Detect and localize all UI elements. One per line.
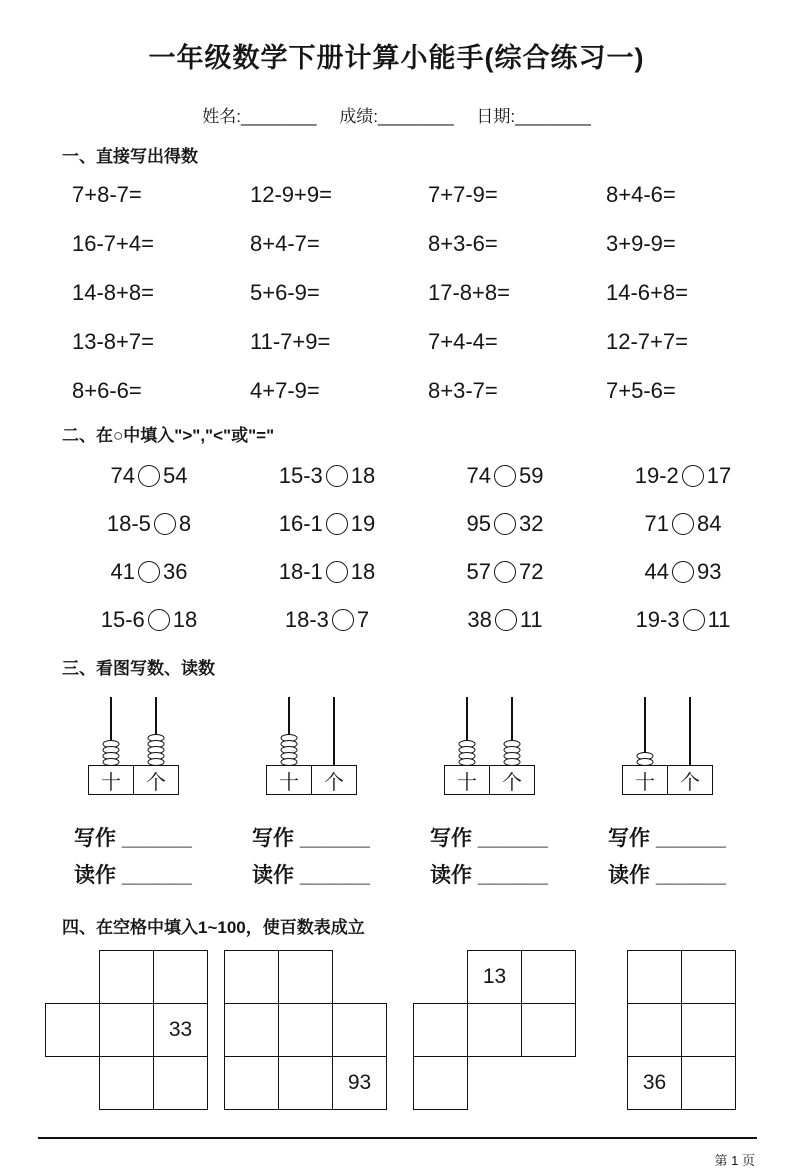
comparison-left: 18-3	[284, 607, 329, 632]
comparison-right: 36	[163, 559, 188, 584]
grid-cell-value: 33	[153, 1003, 208, 1057]
write-line	[430, 822, 594, 852]
name-label: 姓名:	[202, 107, 241, 126]
date-label: 日期:	[476, 107, 516, 126]
comparison-left: 38	[467, 607, 492, 632]
place-value-box	[622, 765, 713, 795]
grid-cell	[278, 1003, 333, 1057]
comparison-right: 54	[163, 463, 188, 488]
comparison-left: 18-1	[278, 559, 323, 584]
answer-circle-icon	[154, 513, 176, 535]
ones-label: 个	[502, 771, 522, 794]
comparison-item	[60, 500, 238, 548]
calc-problem: 8+4-7=	[250, 230, 320, 256]
comparison-left: 74	[110, 463, 135, 488]
grid-cell	[99, 950, 154, 1004]
footer-divider	[38, 1137, 757, 1139]
comparison-right: 93	[697, 559, 722, 584]
calc-problem: 8+4-6=	[606, 181, 676, 207]
grid-gap	[467, 1056, 522, 1110]
grid-cell	[153, 1056, 208, 1110]
ones-label: 个	[680, 771, 700, 794]
grid-row	[45, 1003, 207, 1057]
calc-problem: 3+9-9=	[606, 230, 676, 256]
calc-problem: 13-8+7=	[72, 328, 154, 354]
abacus-beads-tens	[637, 752, 654, 766]
comparison-item	[416, 500, 594, 548]
grid-cell	[224, 1056, 279, 1110]
name-blank: ________	[240, 107, 317, 126]
abacus-rod-ones-icon	[333, 697, 335, 766]
read-blank: ______	[655, 864, 726, 887]
grid-row	[413, 1056, 575, 1110]
grid-cell	[413, 1056, 468, 1110]
calc-problem: 12-9+9=	[250, 181, 332, 207]
answer-circle-icon	[672, 561, 694, 583]
calc-problem: 8+3-6=	[428, 230, 498, 256]
comparison-item	[594, 596, 772, 644]
comparison-left: 19-2	[634, 463, 679, 488]
section2-heading: 二、在○中填入">","<"或"="	[62, 426, 275, 445]
grid-cell	[332, 1003, 387, 1057]
read-blank: ______	[299, 864, 370, 887]
comparison-right: 11	[519, 607, 543, 632]
comparison-left: 57	[466, 559, 491, 584]
answer-circle-icon	[138, 561, 160, 583]
tens-label: 十	[267, 766, 312, 794]
answer-circle-icon	[682, 465, 704, 487]
read-label: 读作	[74, 864, 116, 887]
write-label: 写作	[608, 827, 650, 850]
answer-circle-icon	[138, 465, 160, 487]
comparison-item	[60, 596, 238, 644]
place-value-box	[266, 765, 357, 795]
section1-problems	[60, 170, 793, 415]
comparison-item	[416, 548, 594, 596]
grid-cell	[681, 1003, 736, 1057]
comparison-left: 71	[644, 511, 669, 536]
grid-cell	[45, 1003, 100, 1057]
answer-circle-icon	[672, 513, 694, 535]
read-line	[252, 859, 416, 889]
answer-circle-icon	[683, 609, 705, 631]
comparison-right: 32	[519, 511, 544, 536]
read-label: 读作	[252, 864, 294, 887]
write-blank: ______	[299, 827, 370, 850]
comparison-right: 18	[172, 607, 198, 632]
calc-problem: 7+4-4=	[428, 328, 498, 354]
abacus-beads-tens	[459, 740, 476, 766]
write-label: 写作	[74, 827, 116, 850]
abacus-figure	[88, 695, 179, 795]
write-line	[608, 822, 772, 852]
grid-cell	[627, 950, 682, 1004]
read-line	[430, 859, 594, 889]
write-line	[74, 822, 238, 852]
comparison-right: 17	[706, 463, 732, 488]
calc-problem: 7+5-6=	[606, 377, 676, 403]
section1-heading: 一、直接写出得数	[62, 147, 198, 166]
comparison-item	[594, 548, 772, 596]
comparison-right: 18	[350, 559, 376, 584]
calc-problem: 17-8+8=	[428, 279, 510, 305]
abacus-unit-2	[238, 695, 416, 889]
comparison-right: 11	[707, 607, 731, 632]
score-label: 成绩:	[339, 107, 379, 126]
comparison-right: 8	[178, 511, 192, 536]
calc-problem: 4+7-9=	[250, 377, 320, 403]
abacus-beads-ones	[504, 740, 521, 766]
grid-cell	[681, 1056, 736, 1110]
number-grid-1	[45, 950, 207, 1110]
section2-problems	[60, 452, 793, 644]
read-label: 读作	[430, 864, 472, 887]
comparison-item	[416, 452, 594, 500]
comparison-right: 72	[519, 559, 544, 584]
grid-row	[45, 950, 207, 1004]
abacus-figure	[622, 695, 713, 795]
grid-gap	[45, 1056, 100, 1110]
grid-cell	[224, 950, 279, 1004]
comparison-left: 16-1	[278, 511, 323, 536]
answer-circle-icon	[495, 609, 517, 631]
abacus-unit-3	[416, 695, 594, 889]
grid-cell	[627, 1003, 682, 1057]
calc-problem: 8+3-7=	[428, 377, 498, 403]
grid-gap	[521, 1056, 576, 1110]
grid-row	[413, 950, 575, 1004]
write-label: 写作	[430, 827, 472, 850]
grid-row	[224, 1003, 386, 1057]
calc-problem: 5+6-9=	[250, 279, 320, 305]
hundred-chart-puzzles	[45, 950, 793, 1110]
answer-circle-icon	[332, 609, 354, 631]
ones-label: 个	[146, 771, 166, 794]
abacus-beads-tens	[103, 740, 120, 766]
write-label: 写作	[252, 827, 294, 850]
grid-row	[413, 1003, 575, 1057]
abacus-row	[60, 695, 793, 889]
answer-circle-icon	[326, 561, 348, 583]
comparison-right: 84	[697, 511, 722, 536]
section4-heading: 四、在空格中填入1~100，使百数表成立	[62, 918, 365, 937]
date-group	[476, 107, 590, 126]
section3-heading: 三、看图写数、读数	[62, 659, 215, 678]
comparison-right: 19	[350, 511, 376, 536]
comparison-left: 19-3	[635, 607, 680, 632]
write-line	[252, 822, 416, 852]
write-blank: ______	[121, 827, 192, 850]
grid-cell	[521, 950, 576, 1004]
comparison-right: 59	[519, 463, 544, 488]
grid-gap	[332, 950, 387, 1004]
comparison-left: 41	[110, 559, 135, 584]
tens-label: 十	[445, 766, 490, 794]
answer-circle-icon	[494, 465, 516, 487]
grid-cell	[99, 1003, 154, 1057]
abacus-beads-ones	[148, 734, 165, 766]
abacus-unit-1	[60, 695, 238, 889]
abacus-figure	[444, 695, 535, 795]
comparison-left: 95	[466, 511, 491, 536]
comparison-right: 18	[350, 463, 376, 488]
grid-cell	[99, 1056, 154, 1110]
grid-row	[224, 1056, 386, 1110]
grid-cell	[521, 1003, 576, 1057]
grid-cell-value: 36	[627, 1056, 682, 1110]
comparison-item	[416, 596, 594, 644]
grid-cell	[413, 1003, 468, 1057]
score-group	[339, 107, 453, 126]
grid-gap	[45, 950, 100, 1004]
place-value-box	[444, 765, 535, 795]
page-number: 第 1 页	[714, 1153, 755, 1168]
tens-label: 十	[623, 766, 668, 794]
grid-row	[627, 1056, 735, 1110]
abacus-rod-ones-icon	[689, 697, 691, 766]
grid-cell-value: 13	[467, 950, 522, 1004]
answer-circle-icon	[148, 609, 170, 631]
number-grid-4	[627, 950, 735, 1110]
comparison-left: 15-6	[100, 607, 145, 632]
calc-problem: 11-7+9=	[250, 328, 331, 354]
answer-circle-icon	[494, 561, 516, 583]
grid-row	[224, 950, 386, 1004]
abacus-unit-4	[594, 695, 772, 889]
abacus-figure	[266, 695, 357, 795]
answer-circle-icon	[326, 465, 348, 487]
calc-problem: 7+7-9=	[428, 181, 498, 207]
tens-label: 十	[89, 766, 134, 794]
page-title: 一年级数学下册计算小能手(综合练习一)	[148, 43, 645, 73]
read-blank: ______	[121, 864, 192, 887]
comparison-item	[60, 452, 238, 500]
comparison-right: 7	[356, 607, 370, 632]
calc-problem: 7+8-7=	[72, 181, 142, 207]
number-grid-3	[413, 950, 575, 1110]
number-grid-2	[224, 950, 386, 1110]
calc-problem: 16-7+4=	[72, 230, 154, 256]
calc-problem: 8+6-6=	[72, 377, 142, 403]
ones-label: 个	[324, 771, 344, 794]
grid-gap	[413, 950, 468, 1004]
grid-cell	[467, 1003, 522, 1057]
comparison-item	[238, 500, 416, 548]
grid-cell-value: 93	[332, 1056, 387, 1110]
grid-row	[627, 1003, 735, 1057]
comparison-left: 74	[466, 463, 491, 488]
comparison-item	[238, 596, 416, 644]
comparison-left: 18-5	[106, 511, 151, 536]
read-blank: ______	[477, 864, 548, 887]
grid-cell	[153, 950, 208, 1004]
comparison-left: 15-3	[278, 463, 323, 488]
grid-row	[627, 950, 735, 1004]
grid-cell	[224, 1003, 279, 1057]
read-line	[608, 859, 772, 889]
comparison-left: 44	[644, 559, 669, 584]
date-blank: ________	[515, 107, 591, 126]
write-blank: ______	[655, 827, 726, 850]
grid-cell	[278, 1056, 333, 1110]
comparison-item	[594, 500, 772, 548]
grid-cell	[681, 950, 736, 1004]
read-line	[74, 859, 238, 889]
grid-cell	[278, 950, 333, 1004]
grid-row	[45, 1056, 207, 1110]
calc-problem: 14-8+8=	[72, 279, 154, 305]
answer-circle-icon	[326, 513, 348, 535]
place-value-box	[88, 765, 179, 795]
answer-circle-icon	[494, 513, 516, 535]
meta-line	[0, 102, 793, 127]
comparison-item	[594, 452, 772, 500]
read-label: 读作	[608, 864, 650, 887]
name-group	[202, 107, 316, 126]
write-blank: ______	[477, 827, 548, 850]
calc-problem: 12-7+7=	[606, 328, 688, 354]
calc-problem: 14-6+8=	[606, 279, 688, 305]
comparison-item	[60, 548, 238, 596]
abacus-beads-tens	[281, 734, 298, 766]
score-blank: ________	[378, 107, 454, 126]
comparison-item	[238, 452, 416, 500]
comparison-item	[238, 548, 416, 596]
